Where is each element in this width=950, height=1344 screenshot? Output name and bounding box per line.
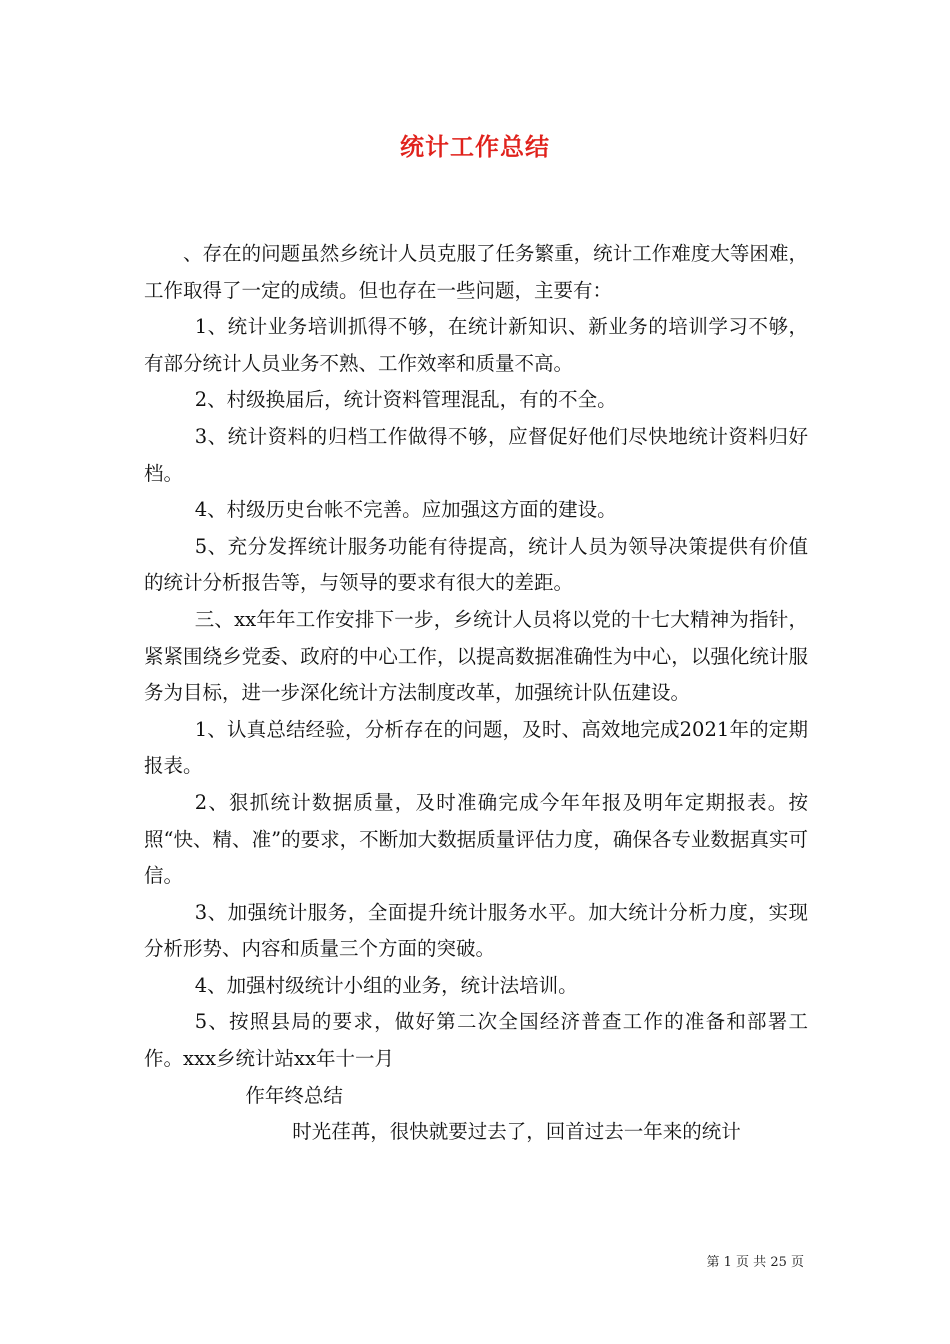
- paragraph-plan-5: 5、按照县局的要求，做好第二次全国经济普查工作的准备和部署工作。xxx乡统计站xx年十一月: [144, 1010, 808, 1071]
- document-title: 统计工作总结: [400, 133, 550, 161]
- document-body: [144, 236, 808, 1151]
- paragraph-problems-intro: 、存在的问题虽然乡统计人员克服了任务繁重，统计工作难度大等困难，工作取得了一定的成绩。但也存在一些问题，主要有：: [144, 242, 808, 302]
- section-heading-annual-summary: 作年终总结: [245, 1083, 343, 1107]
- paragraph-problem-3: 3、统计资料的归档工作做得不够，应督促好他们尽快地统计资料归好档。: [144, 424, 808, 485]
- paragraph-problem-4: 4、村级历史台帐不完善。应加强这方面的建设。: [194, 498, 617, 522]
- paragraph-plan-2: 2、狠抓统计数据质量，及时准确完成今年年报及明年定期报表。按照“快、精、准”的要求，不断加大数据质量评估力度，确保各专业数据真实可信。: [144, 790, 808, 888]
- paragraph-annual-summary-start: 时光荏苒，很快就要过去了，回首过去一年来的统计: [292, 1120, 741, 1144]
- paragraph-problem-1: 1、统计业务培训抓得不够，在统计新知识、新业务的培训学习不够，有部分统计人员业务不熟、工作效率和质量不高。: [144, 315, 808, 375]
- paragraph-plan-intro: 三、xx年年工作安排下一步，乡统计人员将以党的十七大精神为指针，紧紧围绕乡党委、政府的中心工作，以提高数据准确性为中心，以强化统计服务为目标，进一步深化统计方法制度改革，加强统计队伍建设。: [144, 607, 808, 705]
- paragraph-plan-1: 1、认真总结经验，分析存在的问题，及时、高效地完成2021年的定期报表。: [144, 717, 808, 778]
- paragraph-problem-2: 2、村级换届后，统计资料管理混乱，有的不全。: [194, 388, 617, 412]
- paragraph-plan-3: 3、加强统计服务，全面提升统计服务水平。加大统计分析力度，实现分析形势、内容和质量三个方面的突破。: [144, 900, 808, 961]
- paragraph-problem-5: 5、充分发挥统计服务功能有待提高，统计人员为领导决策提供有价值的统计分析报告等，与领导的要求有很大的差距。: [144, 534, 808, 595]
- paragraph-plan-4: 4、加强村级统计小组的业务，统计法培训。: [194, 973, 578, 997]
- page-number-footer: 第 1 页 共 25 页: [706, 1255, 804, 1270]
